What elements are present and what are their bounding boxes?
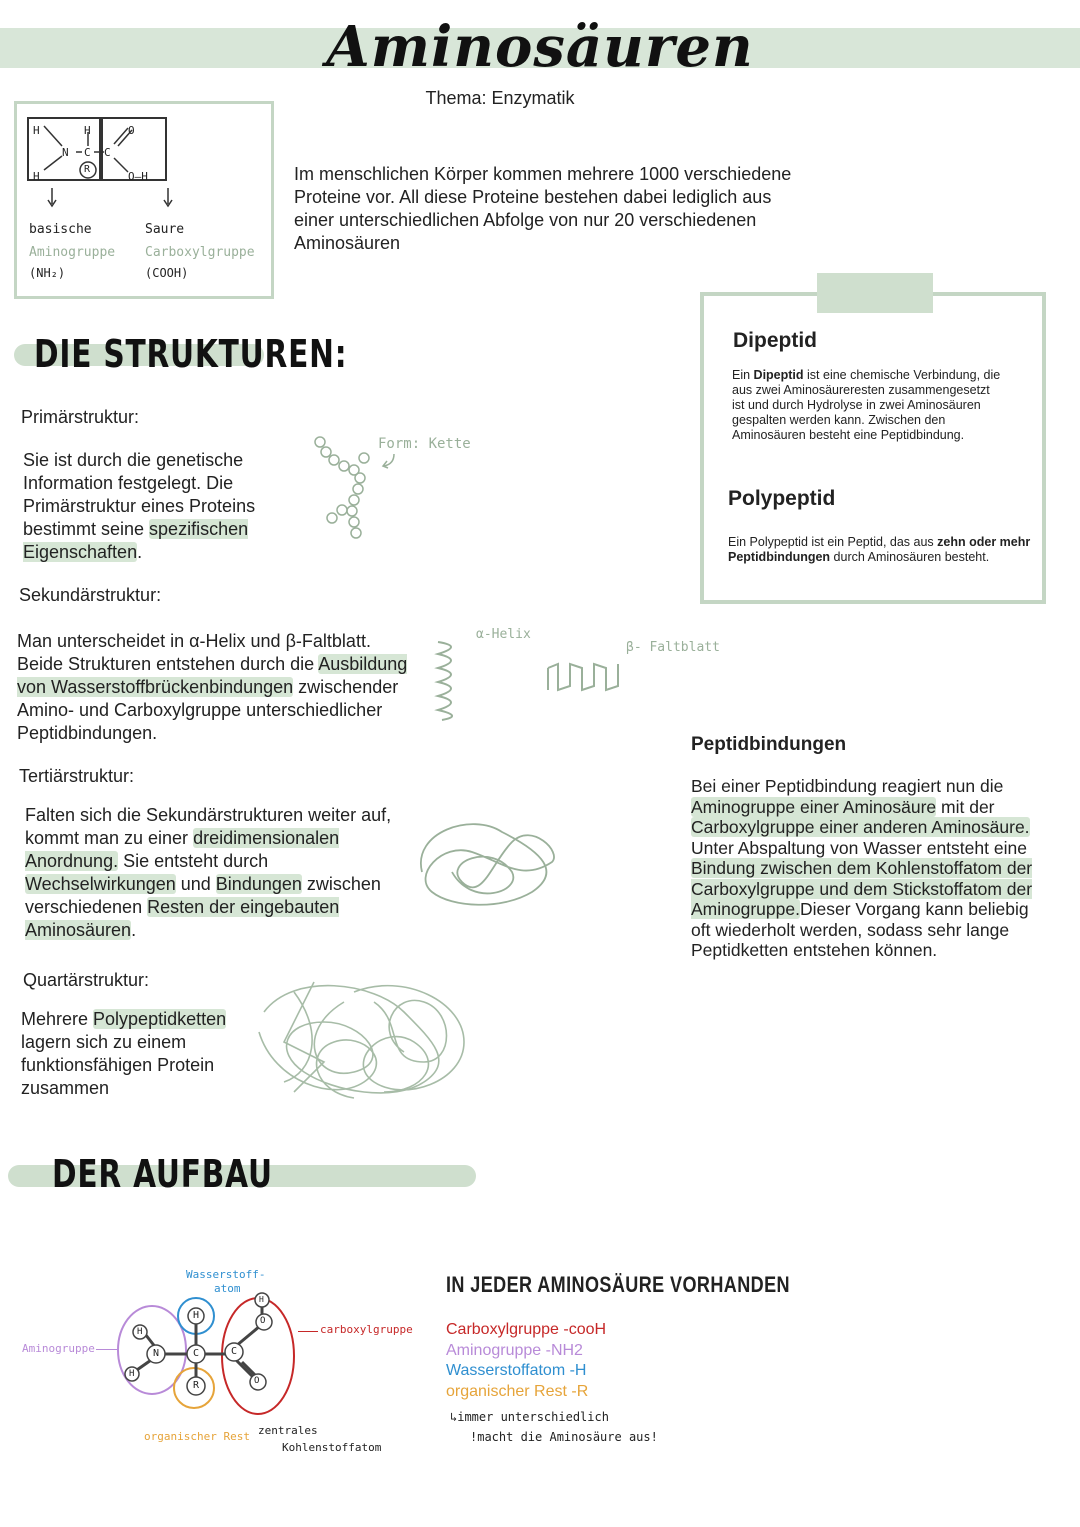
diagram-label-atom: atom	[214, 1282, 241, 1295]
polypeptid-text	[728, 535, 1036, 565]
tertiary-structure-title: Tertiärstruktur:	[19, 766, 135, 786]
peptid-highlight-2: Carboxylgruppe einer anderen Aminosäure.	[691, 817, 1030, 837]
intro-text: Im menschlichen Körper kommen mehrere 1000 verschiedene Proteine vor. All diese Proteine bestehen dabei lediglich aus einer unterschiedlichen Abfolge von nur 20 verschiedenen Aminosäuren	[294, 164, 792, 253]
diagram-atom-c-2: C	[231, 1346, 238, 1357]
diagram-label-amino: Aminogruppe	[22, 1342, 95, 1355]
secondary-text-b: -Helix und	[199, 631, 286, 651]
secondary-text-d: zwischender Amino- und Carboxylgruppe unterschiedlicher Peptidbindungen.	[17, 677, 399, 743]
polypeptid-title: Polypeptid	[728, 487, 836, 510]
quaternary-protein-sketch	[254, 972, 476, 1106]
peptid-text-4: Dieser Vorgang kann beliebig oft wiederholt werden, sodass sehr lange Peptidketten entstehen können.	[691, 899, 1029, 960]
diagram-label-rest: organischer Rest	[144, 1430, 250, 1443]
page-subtitle: Thema: Enzymatik	[425, 88, 575, 108]
beta-sheet-sketch	[544, 660, 624, 696]
dipeptid-bold: Dipeptid	[753, 368, 804, 382]
legend-item-amino: Aminogruppe -NH2	[446, 1341, 583, 1359]
atom-n: N	[62, 146, 69, 159]
amino-group-formula: (NH₂)	[29, 266, 66, 280]
arrow-icon	[378, 452, 402, 472]
diagram-label-carbon: Kohlenstoffatom	[282, 1441, 382, 1454]
legend-item-rest: organischer Rest -R	[446, 1382, 589, 1400]
diagram-atom-c: C	[193, 1348, 200, 1359]
diagram-atom-h-1: H	[137, 1327, 143, 1337]
aufbau-heading: DER AUFBAU	[52, 1152, 273, 1196]
primary-text-b: .	[137, 542, 143, 562]
beta-symbol: β	[285, 631, 296, 651]
secondary-highlight: Ausbildung von Wasserstoffbrückenbindungen	[17, 654, 408, 697]
carboxyl-group-formula: (COOH)	[145, 266, 189, 280]
quaternary-text-a: Mehrere	[21, 1009, 94, 1029]
tertiary-fold-sketch	[412, 812, 564, 912]
peptid-text-2: mit der	[936, 796, 995, 817]
legend-note-2: !macht die Aminosäure aus!	[470, 1430, 658, 1444]
polypeptid-text-a: Ein Polypeptid ist ein Peptid, das aus	[728, 535, 938, 549]
peptid-highlight-1: Aminogruppe einer Aminosäure	[691, 796, 937, 817]
peptid-text-1: Bei einer Peptidbindung reagiert nun die	[691, 776, 1004, 796]
tertiary-text-2: Sie entsteht durch	[118, 851, 269, 871]
dipeptid-text	[732, 368, 1004, 443]
peptid-highlight-3: Bindung zwischen dem Kohlenstoffatom der Carboxylgruppe und dem Stickstoffatom der Aminogruppe.	[691, 858, 1033, 919]
tertiary-text-5: .	[131, 920, 137, 940]
dipeptid-text-b: ist eine chemische Verbindung, die aus zwei Aminosäureresten zusammengesetzt ist und durch Hydrolyse in zwei Aminosäuren gespalten werden kann. Zwischen den Aminosäuren besteht eine Peptidbindung.	[732, 368, 1001, 442]
atom-r: R	[84, 164, 91, 175]
atom-c-2: C	[104, 146, 111, 159]
diagram-atom-o-1: O	[260, 1316, 266, 1326]
diagram-atom-h-3: H	[193, 1310, 200, 1321]
diagram-atom-n: N	[153, 1348, 160, 1359]
polypeptid-text-b: durch Aminosäuren besteht.	[830, 550, 990, 564]
primary-structure-text	[23, 449, 285, 564]
diagram-label-central: zentrales	[258, 1424, 318, 1437]
atom-h-2: H	[84, 124, 91, 137]
amino-acid-formula-sketch	[24, 112, 184, 212]
amino-chain-sketch	[312, 432, 372, 544]
peptide-bond-text	[691, 776, 1051, 961]
chain-note: Form: Kette	[378, 436, 471, 452]
alpha-symbol: α	[189, 631, 200, 651]
tertiary-text-4: zwischen verschiedenen	[25, 874, 381, 917]
polypeptid-bold: zehn oder mehr Peptidbindungen	[728, 535, 1031, 564]
carboxyl-pointer-line	[298, 1331, 318, 1332]
primary-text-a: Sie ist durch die genetische Information festgelegt. Die Primärstruktur eines Proteins bestimmt seine	[23, 450, 256, 539]
diagram-atom-h-4: H	[259, 1295, 264, 1304]
atom-h-1: H	[33, 124, 40, 137]
secondary-text-a: Man unterscheidet in	[17, 631, 190, 651]
secondary-text-c: -Faltblatt. Beide Strukturen entstehen durch die	[17, 631, 371, 674]
tertiary-highlight-2: Wechselwirkungen	[25, 874, 176, 894]
diagram-atom-r: R	[193, 1380, 200, 1391]
dipeptid-title: Dipeptid	[733, 329, 817, 352]
info-box-tab	[817, 273, 933, 313]
helix-note: α-Helix	[476, 627, 531, 642]
legend-item-hydrogen: Wasserstoffatom -H	[446, 1362, 587, 1379]
diagram-atom-o-2: O	[254, 1376, 260, 1386]
atom-o: O	[128, 124, 135, 137]
carboxyl-group-label: Carboxylgruppe	[145, 245, 255, 260]
atom-c-1: C	[84, 146, 91, 159]
amino-acid-diagram	[110, 1288, 300, 1418]
amino-pointer-line	[96, 1349, 118, 1350]
tertiary-highlight-3: Bindungen	[215, 874, 302, 894]
tertiary-structure-text	[25, 804, 417, 942]
peptide-bond-title: Peptidbindungen	[691, 734, 847, 755]
acid-label: Saure	[145, 222, 185, 237]
legend-heading: IN JEDER AMINOSÄURE VORHANDEN	[446, 1272, 791, 1297]
diagram-atom-h-2: H	[129, 1369, 135, 1379]
tertiary-text-1: Falten sich die Sekundärstrukturen weiter auf, kommt man zu einer	[25, 805, 392, 848]
diagram-label-carboxyl: carboxylgruppe	[320, 1323, 413, 1336]
legend-list	[446, 1320, 606, 1402]
secondary-structure-title: Sekundärstruktur:	[19, 585, 162, 605]
diagram-label-hydrogen: Wasserstoff-	[186, 1268, 266, 1281]
basic-label: basische	[29, 222, 92, 237]
primary-structure-title: Primärstruktur:	[21, 407, 140, 427]
amino-group-label: Aminogruppe	[29, 245, 116, 260]
quaternary-text-b: lagern sich zu einem funktionsfähigen Protein zusammen	[21, 1032, 215, 1098]
sheet-note: β- Faltblatt	[626, 640, 720, 655]
tertiary-text-3: und	[175, 874, 216, 894]
quaternary-structure-text	[21, 1008, 253, 1100]
quaternary-highlight: Polypeptidketten	[93, 1009, 227, 1029]
tertiary-highlight-1: dreidimensionalen Anordnung.	[25, 828, 340, 871]
primary-highlight: spezifischen Eigenschaften	[23, 519, 249, 562]
legend-note-1: ↳immer unterschiedlich	[450, 1410, 609, 1424]
quaternary-structure-title: Quartärstruktur:	[23, 970, 150, 990]
secondary-structure-text	[17, 630, 417, 745]
page-title: Aminosäuren	[326, 14, 754, 80]
tertiary-highlight-4: Resten der eingebauten Aminosäuren	[25, 897, 340, 940]
legend-item-carboxyl: Carboxylgruppe -cooH	[446, 1321, 607, 1338]
alpha-helix-sketch	[432, 636, 472, 722]
atom-oh: O—H	[128, 170, 148, 183]
peptid-text-3: Unter Abspaltung von Wasser entsteht eine	[691, 837, 1027, 858]
dipeptid-text-a: Ein	[732, 368, 754, 382]
structures-heading: DIE STRUKTUREN:	[34, 332, 348, 376]
atom-h-3: H	[33, 170, 40, 183]
